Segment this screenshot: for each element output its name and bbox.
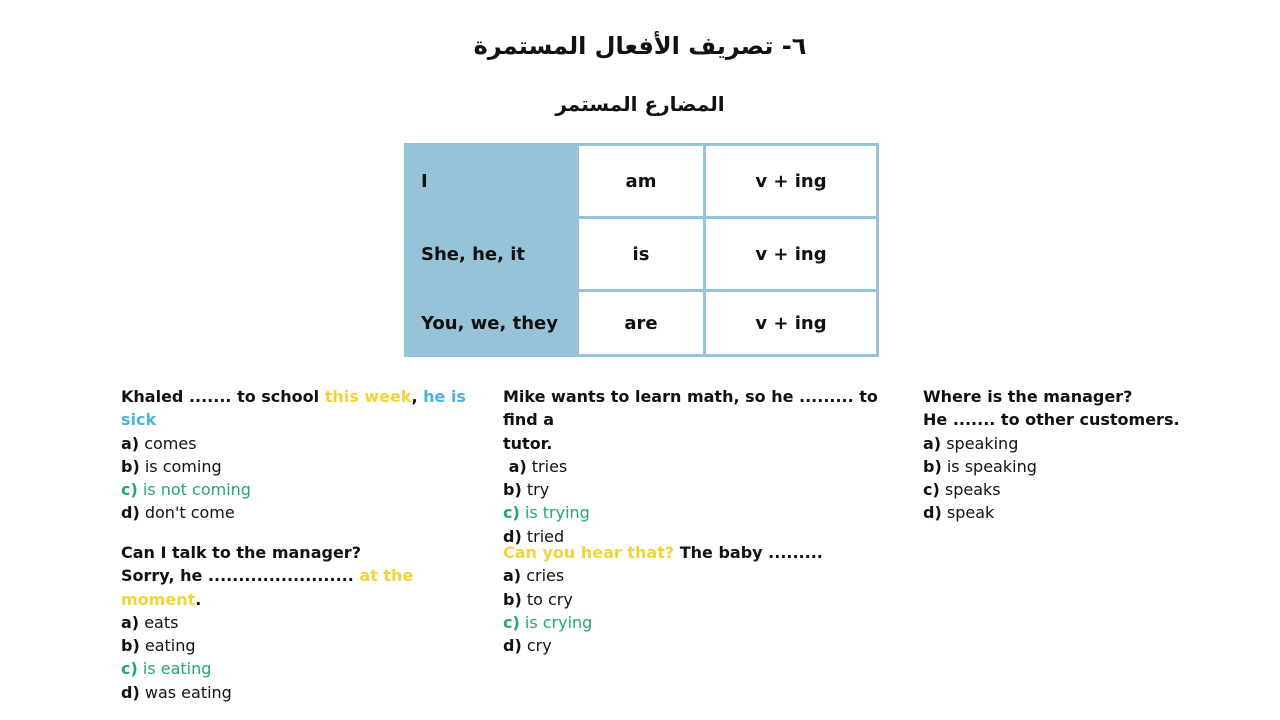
option-a[interactable]: a) speaking — [923, 433, 1019, 453]
highlight-reason: he is sick — [121, 387, 466, 430]
option-a[interactable]: a) cries — [503, 566, 565, 586]
option-c-correct[interactable]: c) is eating — [121, 659, 212, 679]
auxiliary-cell: is — [578, 218, 705, 291]
question-stem: Can I talk to the manager? — [121, 543, 361, 562]
option-c-correct[interactable]: c) is trying — [503, 503, 590, 523]
question-stem: Where is the manager? — [923, 387, 1133, 406]
table-row — [406, 291, 878, 356]
question-5 — [503, 541, 873, 657]
table-row — [406, 145, 878, 218]
auxiliary-cell: are — [578, 291, 705, 356]
option-d[interactable]: d) speak — [923, 503, 995, 523]
highlight-time-expression: this week — [324, 387, 412, 406]
question-4 — [121, 541, 491, 704]
option-b[interactable]: b) to cry — [503, 589, 573, 609]
option-c-correct[interactable]: c) is not coming — [121, 480, 251, 500]
highlight-context: Can you hear that? — [503, 543, 675, 562]
option-d[interactable]: d) was eating — [121, 682, 232, 702]
highlight-time-expression: at the moment — [121, 566, 414, 609]
question-2 — [503, 385, 893, 548]
question-3 — [923, 385, 1223, 525]
auxiliary-cell: am — [578, 145, 705, 218]
verb-form-cell: v + ing — [705, 218, 878, 291]
question-stem — [503, 541, 873, 564]
section-subtitle: المضارع المستمر — [555, 92, 725, 116]
option-d[interactable]: d) don't come — [121, 503, 235, 523]
pronoun-cell: I — [406, 145, 578, 218]
pronoun-cell: You, we, they — [406, 291, 578, 356]
conjugation-table — [404, 143, 879, 357]
stem-text: The baby ......... — [674, 543, 823, 562]
option-c-correct[interactable]: c) is crying — [503, 612, 593, 632]
pronoun-cell: She, he, it — [406, 218, 578, 291]
option-a[interactable]: a) comes — [121, 433, 197, 453]
option-d[interactable]: d) cry — [503, 636, 552, 656]
question-stem: Mike wants to learn math, so he ......... to find a — [503, 387, 878, 430]
question-stem-cont: He ....... to other customers. — [923, 410, 1180, 430]
question-1 — [121, 385, 491, 525]
option-a[interactable]: a) tries — [503, 456, 568, 476]
page-title: ٦- تصريف الأفعال المستمرة — [473, 32, 807, 60]
option-b[interactable]: b) try — [503, 480, 550, 500]
option-b[interactable]: b) is speaking — [923, 456, 1037, 476]
verb-form-cell: v + ing — [705, 145, 878, 218]
stem-text: Khaled ....... to school — [121, 387, 325, 406]
option-d[interactable]: d) tried — [503, 526, 565, 546]
option-b[interactable]: b) eating — [121, 636, 196, 656]
table-row — [406, 218, 878, 291]
question-stem-cont — [121, 564, 491, 611]
verb-form-cell: v + ing — [705, 291, 878, 356]
option-b[interactable]: b) is coming — [121, 456, 222, 476]
option-c[interactable]: c) speaks — [923, 480, 1001, 500]
stem-text: , — [411, 387, 424, 406]
stem-text: . — [195, 589, 202, 609]
option-a[interactable]: a) eats — [121, 612, 179, 632]
question-stem — [121, 385, 491, 432]
question-stem-cont: tutor. — [503, 433, 553, 453]
stem-text: Sorry, he ........................ — [121, 566, 360, 586]
